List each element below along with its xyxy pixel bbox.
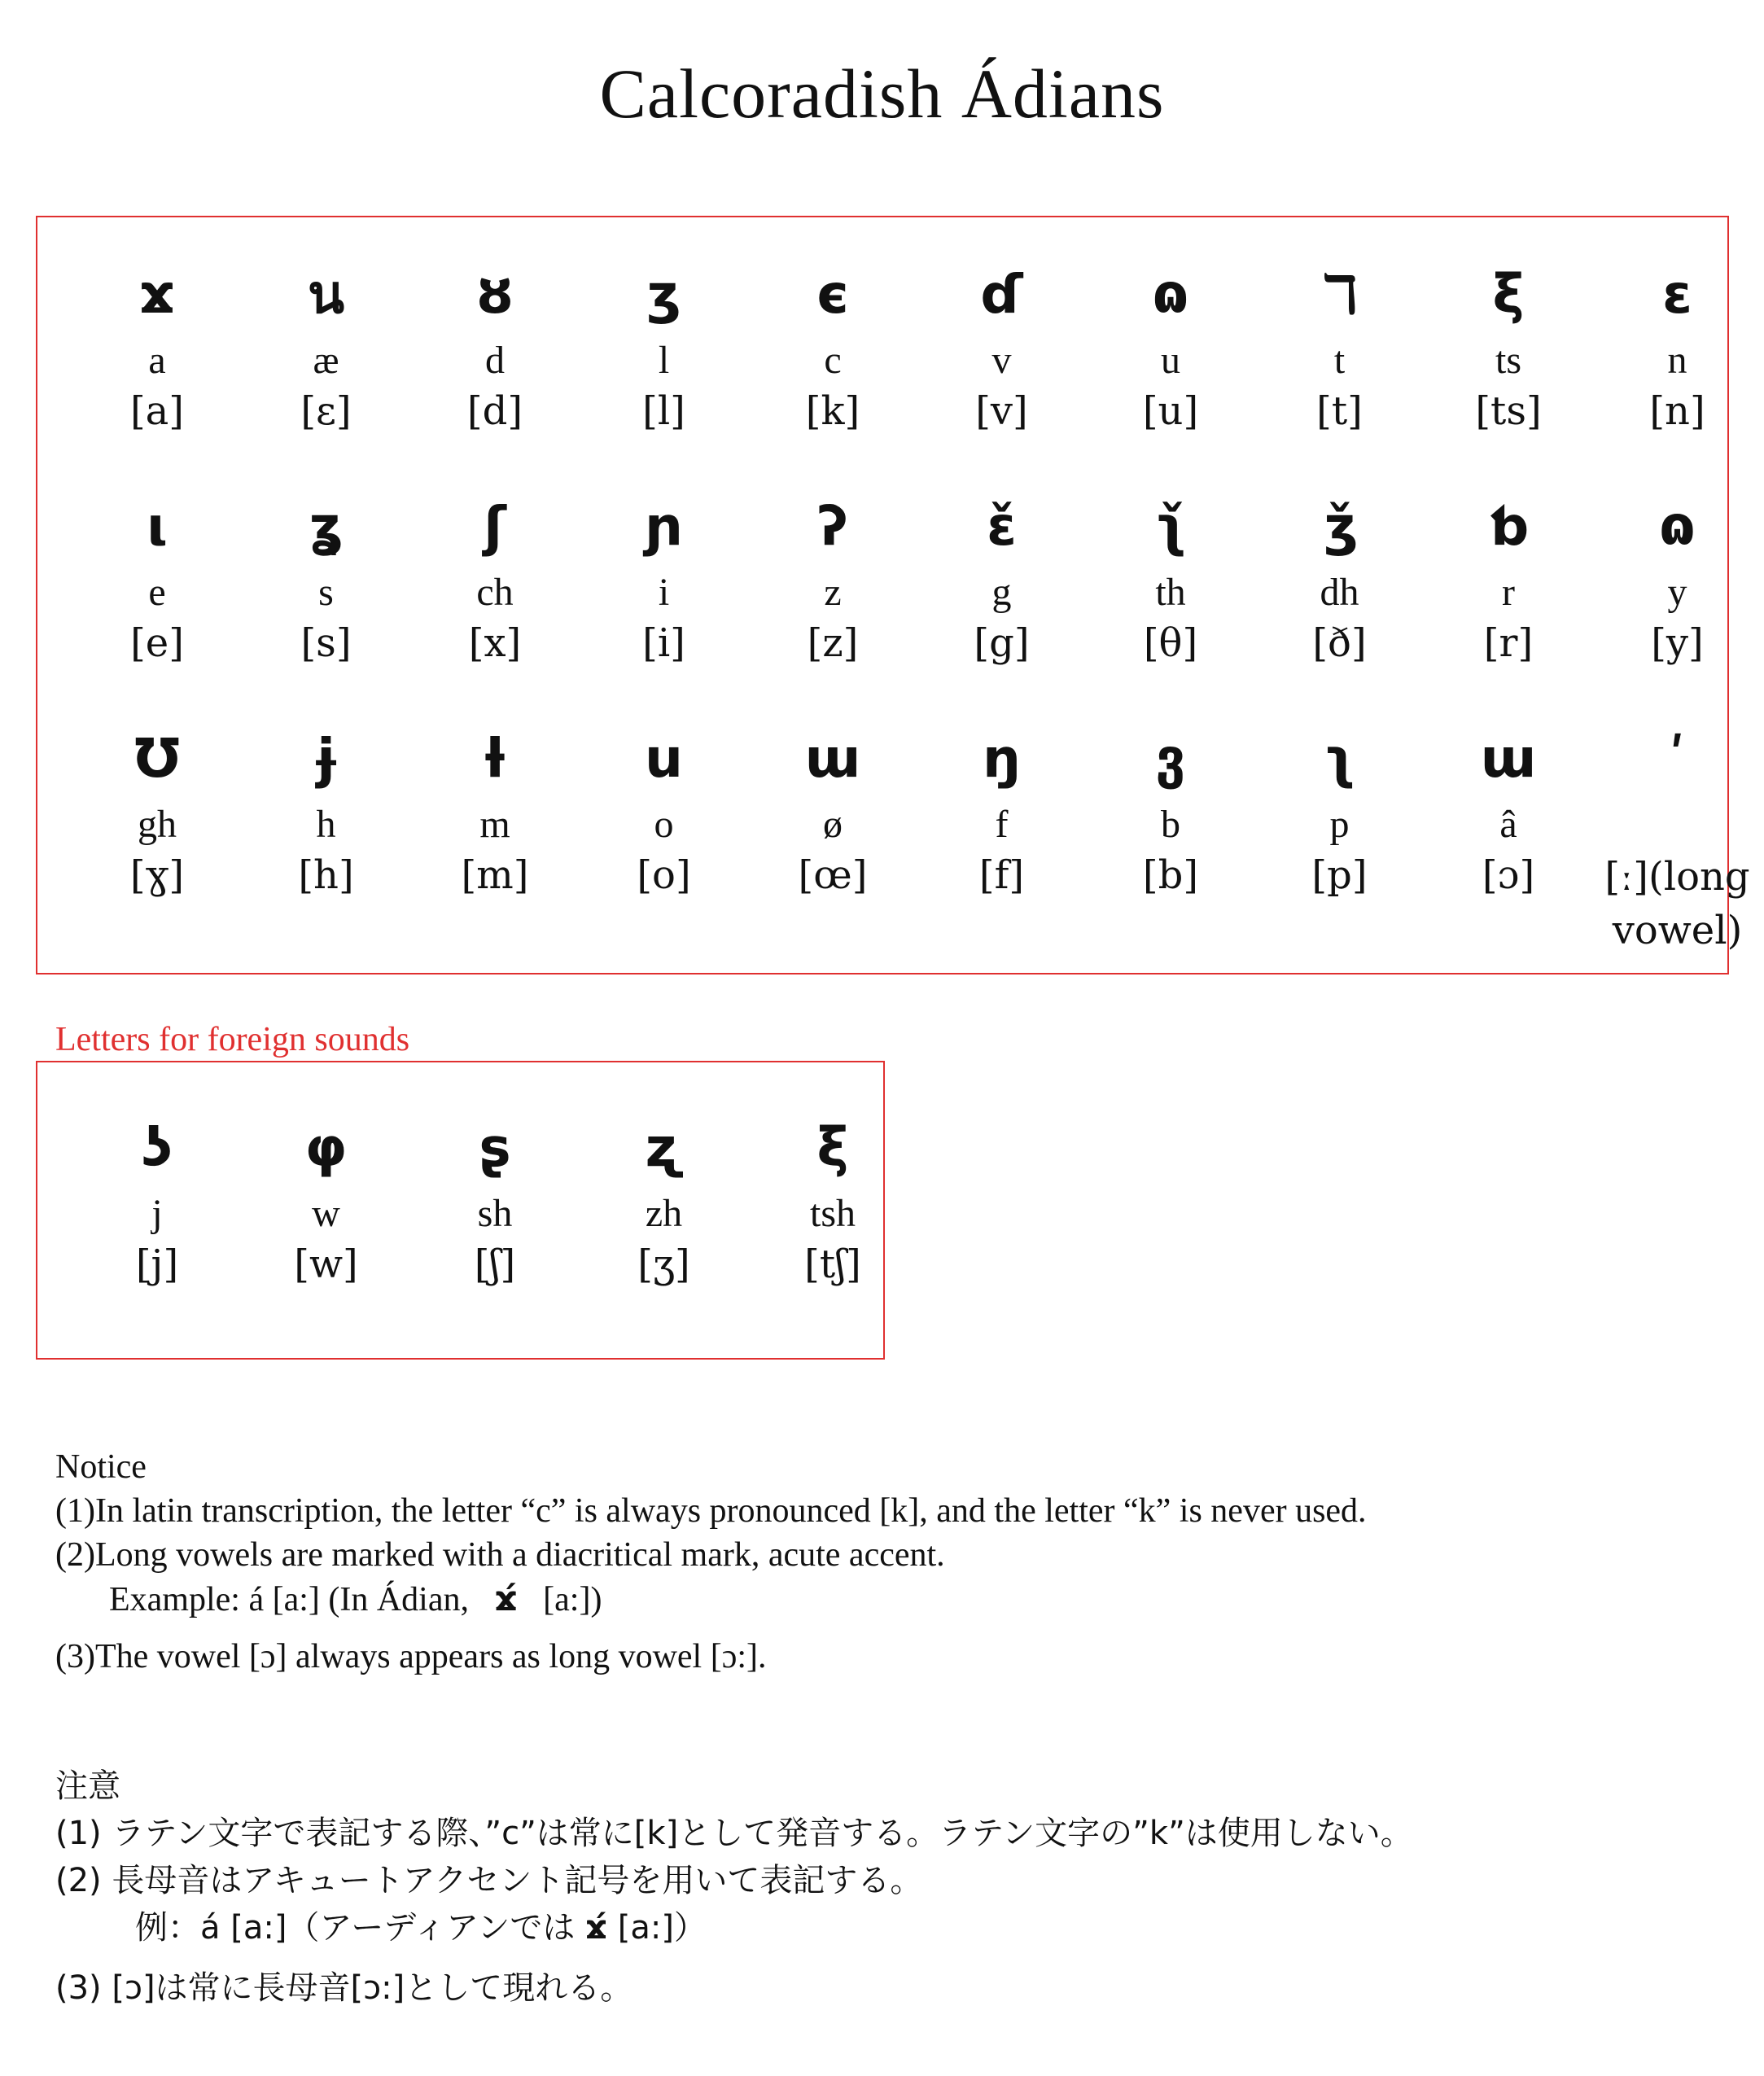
letter-ipa: [v] — [975, 388, 1028, 434]
notice-jp-heading: 注意 — [55, 1767, 120, 1805]
letter-glyph: ʃ — [484, 495, 506, 558]
letter-latin: u — [1161, 339, 1180, 382]
letter-cell — [76, 1107, 239, 1290]
letter-ipa: [i] — [642, 620, 685, 666]
letter-ipa: [θ] — [1143, 620, 1198, 666]
letter-glyph: ʐ — [645, 1116, 683, 1179]
letter-cell — [1427, 718, 1590, 900]
letter-cell — [751, 486, 914, 668]
letter-latin: r — [1502, 571, 1515, 614]
letter-ipa: [œ] — [798, 852, 868, 898]
letter-glyph: u — [645, 727, 683, 790]
letter-cell — [1089, 486, 1252, 668]
letter-cell — [1427, 254, 1590, 436]
letter-ipa: [l] — [642, 388, 685, 434]
letter-glyph: ɯ — [804, 727, 861, 790]
letter-cell — [414, 254, 576, 436]
foreign-letters-label: Letters for foreign sounds — [55, 1021, 410, 1058]
letter-latin: c — [824, 339, 842, 382]
letter-cell — [921, 718, 1083, 900]
notice-jp-example — [55, 1904, 1724, 1951]
letter-latin: v — [991, 339, 1012, 382]
letter-cell — [751, 254, 914, 436]
notice-jp-line-2: (2) 長母音はアキュートアクセント記号を用いて表記する。 — [55, 1862, 923, 1899]
letter-ipa: [x] — [468, 620, 522, 666]
letter-cell — [1596, 718, 1759, 957]
notice-line-1: (1)In latin transcription, the letter “c” is always pronounced [k], and the letter “k” is never used. — [55, 1492, 1367, 1530]
letter-ipa: [j] — [135, 1242, 179, 1287]
letter-cell — [751, 1107, 914, 1290]
notice-jp-example-glyph: ϫ́ — [585, 1909, 607, 1947]
letter-ipa: [u] — [1142, 388, 1199, 434]
letter-ipa: [m] — [461, 852, 529, 898]
notice-jp-example-suffix: [a:]） — [617, 1909, 707, 1947]
letter-cell — [76, 486, 239, 668]
letter-glyph: ℸ — [1320, 263, 1359, 326]
letter-glyph: ɗ — [980, 263, 1023, 326]
letter-cell — [1258, 254, 1421, 436]
letter-ipa: [z] — [807, 620, 859, 666]
letter-ipa: [w] — [294, 1242, 358, 1287]
letter-glyph: ξ — [816, 1116, 849, 1179]
letter-cell — [245, 1107, 408, 1290]
letter-latin: h — [316, 803, 336, 846]
page-title: Calcoradish Ádians — [599, 55, 1165, 133]
letter-cell — [1258, 718, 1421, 900]
letter-cell — [245, 486, 408, 668]
letter-glyph: ŋ — [983, 727, 1021, 790]
alphabet-table — [36, 216, 1750, 974]
letter-glyph: ɛ — [1662, 263, 1692, 326]
letter-glyph: ʒ — [646, 263, 681, 326]
letter-glyph: ვ — [1155, 727, 1186, 790]
letter-ipa: [ɛ] — [300, 388, 352, 434]
letter-cell — [583, 486, 746, 668]
letter-latin: g — [991, 571, 1012, 614]
letter-ipa: [ː](long vowel) — [1604, 854, 1750, 953]
letter-glyph: ι — [147, 495, 168, 558]
letter-glyph: น — [307, 263, 345, 326]
letter-latin: f — [995, 803, 1009, 846]
letter-latin: l — [658, 339, 670, 382]
letter-latin: sh — [477, 1192, 513, 1235]
letter-ipa: [f] — [978, 852, 1025, 898]
letter-cell — [1089, 254, 1252, 436]
letter-glyph: ʅ — [1323, 727, 1356, 790]
letter-latin: a — [148, 339, 166, 382]
letter-glyph: Ʊ — [134, 727, 181, 790]
letter-latin: j — [151, 1192, 163, 1235]
letter-cell — [245, 718, 408, 900]
letter-latin: b — [1161, 803, 1180, 846]
letter-cell — [1596, 254, 1759, 436]
letter-ipa: [a] — [129, 388, 185, 434]
letter-latin: dh — [1320, 571, 1359, 614]
letter-glyph: ƚ — [485, 727, 505, 790]
letter-glyph: ɉ — [317, 727, 335, 790]
letter-ipa: [ʃ] — [474, 1242, 516, 1287]
letter-cell — [414, 486, 576, 668]
letter-glyph: ʖ — [142, 1116, 173, 1179]
letter-cell — [76, 718, 239, 900]
letter-latin: th — [1155, 571, 1186, 614]
letter-latin: o — [654, 803, 674, 846]
letter-ipa: [k] — [805, 388, 860, 434]
letter-glyph: ʂ — [479, 1116, 511, 1179]
letter-latin: æ — [313, 339, 339, 382]
letter-ipa: [o] — [637, 852, 691, 898]
letter-ipa: [ð] — [1312, 620, 1367, 666]
notice-line-3: (3)The vowel [ɔ] always appears as long vowel [ɔ:]. — [55, 1638, 767, 1675]
notice-example-prefix: Example: á [a:] (In Ádian, — [109, 1581, 469, 1618]
letter-latin — [1596, 799, 1759, 850]
letter-latin: d — [485, 339, 505, 382]
letter-glyph: φ — [304, 1116, 348, 1179]
letter-cell — [921, 486, 1083, 668]
letter-latin: ts — [1495, 339, 1521, 382]
letter-cell — [583, 254, 746, 436]
letter-ipa: [b] — [1142, 852, 1199, 898]
letter-ipa: [h] — [298, 852, 354, 898]
letter-glyph: ȣ — [477, 263, 513, 326]
letter-latin: tsh — [809, 1192, 856, 1235]
letter-cell — [414, 718, 576, 900]
letter-cell — [583, 718, 746, 900]
letter-glyph: ϫ — [138, 263, 176, 326]
letter-latin: i — [658, 571, 670, 614]
letter-cell — [414, 1107, 576, 1290]
letter-ipa: [p] — [1311, 852, 1368, 898]
letter-latin: e — [148, 571, 166, 614]
letter-ipa: [n] — [1649, 388, 1705, 434]
notice-heading: Notice — [55, 1448, 147, 1486]
letter-latin: â — [1499, 803, 1517, 846]
letter-glyph: ʹ — [1669, 727, 1686, 790]
notice-example-suffix: [a:]) — [543, 1581, 602, 1618]
letter-ipa: [ɣ] — [129, 852, 185, 898]
letter-ipa: [g] — [974, 620, 1030, 666]
letter-latin: z — [824, 571, 842, 614]
letter-cell — [1596, 486, 1759, 668]
letter-latin: m — [479, 803, 510, 846]
letter-glyph: є — [816, 263, 849, 326]
letter-ipa: [ts] — [1475, 388, 1542, 434]
letter-cell — [1427, 486, 1590, 668]
notice-japanese — [55, 1763, 1724, 2012]
letter-glyph: ξ — [1492, 263, 1525, 326]
letter-ipa: [s] — [300, 620, 352, 666]
letter-glyph: ƅ — [1489, 495, 1528, 558]
letter-glyph: ʅ̌ — [1154, 495, 1187, 558]
notice-example-glyph: ϫ́ — [494, 1579, 518, 1618]
letter-cell — [1258, 486, 1421, 668]
notice-english — [55, 1445, 1724, 1679]
letter-latin: w — [312, 1192, 340, 1235]
notice-example — [55, 1577, 1724, 1622]
notice-line-2: (2)Long vowels are marked with a diacritical mark, acute accent. — [55, 1536, 945, 1574]
letter-cell — [1089, 718, 1252, 900]
letter-latin: t — [1333, 339, 1346, 382]
letter-latin: ch — [476, 571, 514, 614]
letter-ipa: [tʃ] — [804, 1242, 861, 1287]
letter-latin: ø — [823, 803, 843, 846]
letter-cell — [245, 254, 408, 436]
letter-ipa: [ʒ] — [637, 1242, 690, 1287]
letter-glyph: ɷ — [1152, 263, 1189, 326]
letter-glyph: ʔ — [817, 495, 848, 558]
letter-ipa: [y] — [1651, 620, 1704, 666]
letter-glyph: ʓ — [309, 495, 344, 558]
foreign-letters-table — [36, 1061, 885, 1360]
letter-ipa: [t] — [1316, 388, 1363, 434]
letter-ipa: [r] — [1483, 620, 1534, 666]
letter-cell — [751, 718, 914, 900]
notice-jp-example-prefix: 例：á [a:]（アーディアンでは — [135, 1909, 576, 1947]
letter-glyph: ɷ — [1659, 495, 1696, 558]
letter-latin: p — [1329, 803, 1350, 846]
letter-cell — [583, 1107, 746, 1290]
notice-jp-line-1: (1) ラテン文字で表記する際、”c”は常に[k]として発音する。ラテン文字の”k”は使用しない。 — [55, 1815, 1413, 1852]
letter-glyph: ǯ — [1324, 495, 1355, 558]
letter-latin: s — [318, 571, 334, 614]
letter-glyph: ɲ — [645, 495, 683, 558]
letter-latin: gh — [138, 803, 177, 846]
letter-ipa: [ɔ] — [1482, 852, 1535, 898]
letter-latin: n — [1667, 339, 1687, 382]
letter-latin: zh — [645, 1192, 683, 1235]
letter-glyph: ɛ̌ — [987, 495, 1017, 558]
letter-glyph: ɯ — [1480, 727, 1537, 790]
letter-latin: y — [1667, 571, 1687, 614]
letter-cell — [921, 254, 1083, 436]
notice-jp-line-3: (3) [ɔ]は常に長母音[ɔ:]として現れる。 — [55, 1969, 633, 2007]
letter-ipa: [e] — [130, 620, 184, 666]
letter-ipa: [d] — [466, 388, 523, 434]
letter-cell — [76, 254, 239, 436]
